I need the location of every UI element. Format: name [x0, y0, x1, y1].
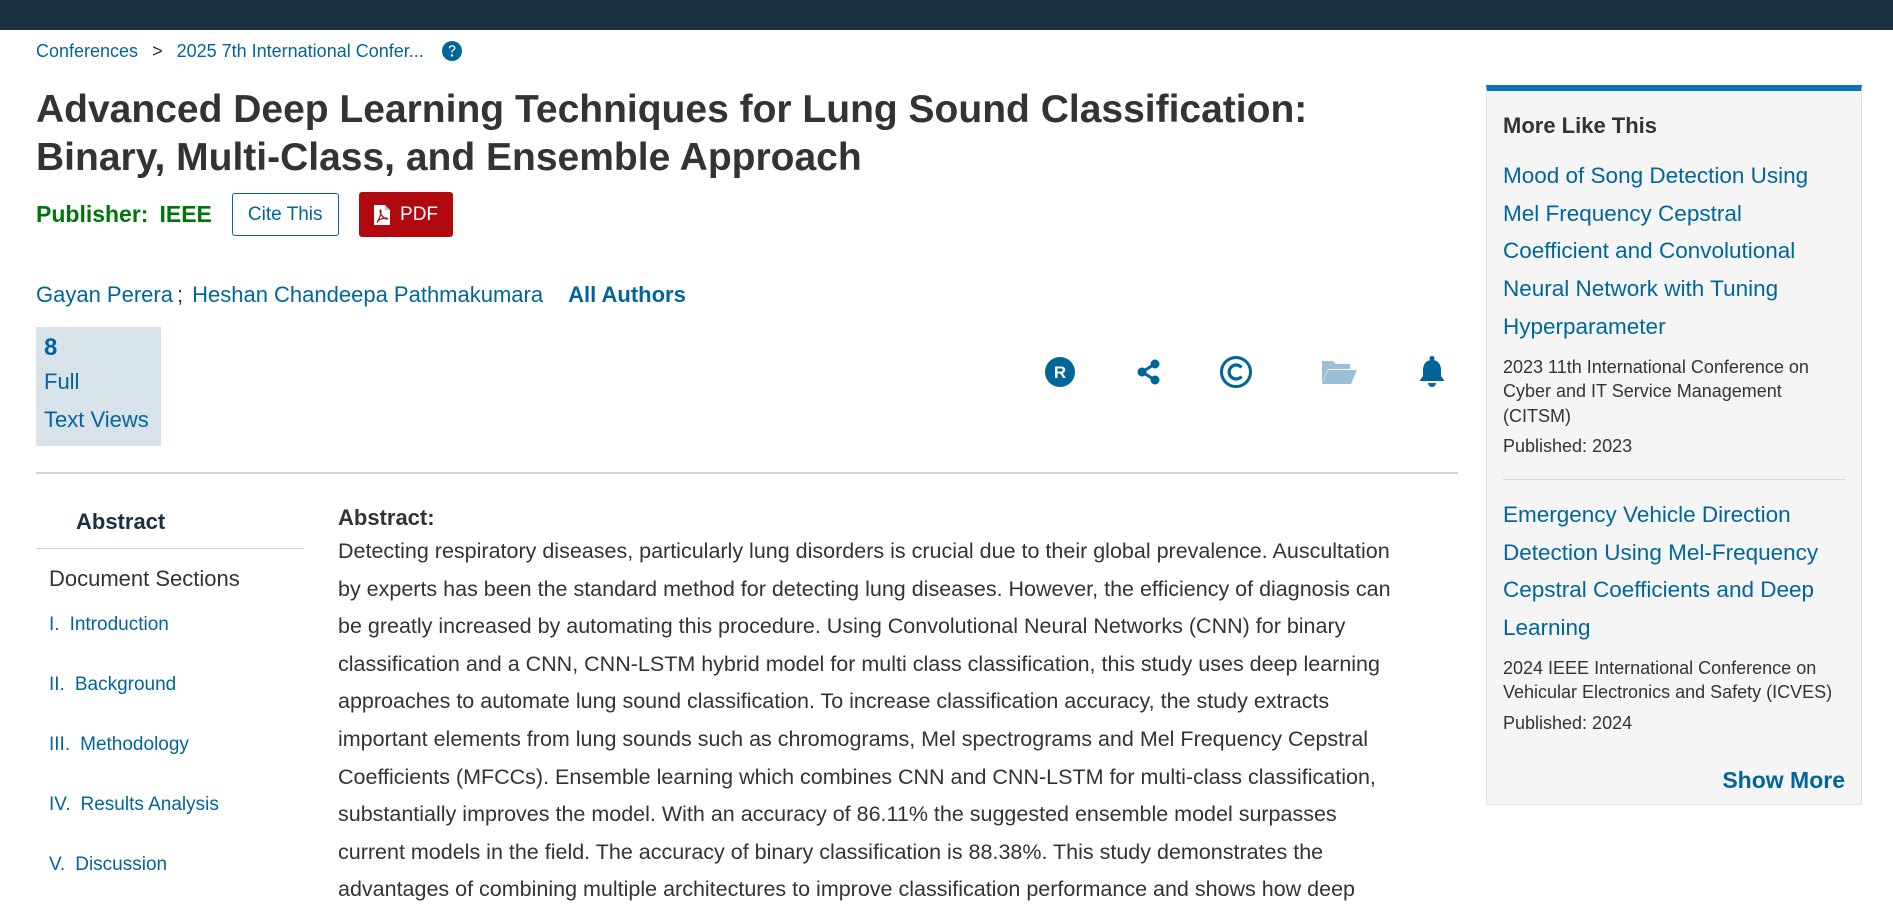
related-article-venue — [1503, 656, 1845, 705]
full-text-views-metric[interactable] — [36, 327, 161, 446]
abstract-line: current models in the field. The accuracy of binary classification is 88.38%. This study demonstrates the — [338, 839, 1324, 864]
views-count: 8 — [44, 334, 58, 361]
svg-text:R: R — [1053, 363, 1067, 382]
venue-line: 2023 11th International Conference on — [1503, 356, 1809, 377]
section-label: Background — [74, 674, 177, 695]
document-actions-toolbar — [1040, 352, 1480, 392]
folder-icon[interactable] — [1319, 352, 1359, 392]
cite-this-button[interactable]: Cite This — [232, 193, 339, 236]
author-separator: ; — [176, 282, 184, 307]
title-line: Detection Using Mel-Frequency — [1503, 539, 1819, 565]
bell-icon[interactable] — [1412, 352, 1452, 392]
breadcrumb-separator: > — [152, 40, 163, 61]
authors-row — [36, 282, 686, 308]
help-icon[interactable] — [441, 40, 463, 62]
venue-line: 2024 IEEE International Conference on — [1503, 657, 1817, 678]
abstract-line: be greatly increased by automating this procedure. Using Convolutional Neural Networks (CNN) for binary — [338, 614, 1346, 639]
author-link[interactable]: Gayan Perera — [36, 282, 173, 307]
views-label-line1: Full — [44, 369, 80, 394]
title-line: Hyperparameter — [1503, 313, 1666, 339]
venue-line: (CITSM) — [1503, 405, 1571, 426]
section-number: I. — [49, 614, 60, 635]
title-line: Learning — [1503, 615, 1591, 641]
abstract-line: important elements from lung sounds such as chromograms, Mel spectrograms and Mel Frequency Cepstral — [338, 726, 1369, 751]
venue-line: Cyber and IT Service Management — [1503, 381, 1782, 402]
abstract-tab[interactable]: Abstract — [36, 496, 304, 549]
pdf-button[interactable] — [359, 192, 453, 237]
show-more-link[interactable]: Show More — [1722, 767, 1845, 793]
breadcrumb-conferences-link[interactable]: Conferences — [36, 40, 139, 61]
abstract-line: advantages of combining multiple architectures to improve classification performance and shows how deep — [338, 877, 1356, 902]
rights-icon[interactable] — [1040, 352, 1080, 392]
abstract-text — [338, 533, 1458, 909]
publisher-label: Publisher: — [36, 201, 149, 227]
related-article-title-link[interactable] — [1503, 157, 1845, 346]
section-number: V. — [49, 854, 66, 875]
section-number: II. — [49, 674, 65, 695]
abstract-section — [338, 503, 1458, 909]
author-link[interactable]: Heshan Chandeepa Pathmakumara — [192, 282, 544, 307]
section-label: Discussion — [75, 854, 168, 875]
related-article — [1503, 139, 1845, 457]
title-line: Neural Network with Tuning — [1503, 276, 1779, 302]
related-article — [1503, 479, 1845, 734]
related-article-published: Published: 2023 — [1503, 436, 1633, 457]
abstract-line: substantially improves the model. With an accuracy of 86.11% the suggested ensemble model surpasses — [338, 802, 1337, 827]
section-number: IV. — [49, 794, 71, 815]
breadcrumb-conference-link[interactable]: 2025 7th International Confer... — [176, 40, 424, 61]
abstract-line: classification and a CNN, CNN-LSTM hybrid model for multi class classification, this study uses deep learning — [338, 651, 1380, 676]
top-navigation-bar — [0, 0, 1893, 30]
document-navigation — [36, 496, 304, 895]
title-line: Mel Frequency Cepstral — [1503, 200, 1742, 226]
pdf-file-icon — [373, 204, 391, 226]
more-like-this-panel — [1486, 85, 1862, 805]
abstract-line: approaches to automate lung sound classification. To increase classification accuracy, the study extracts — [338, 689, 1330, 714]
publisher-row — [36, 192, 453, 237]
section-link-background[interactable] — [36, 655, 304, 715]
abstract-line: Detecting respiratory diseases, particularly lung disorders is crucial due to their global prevalence. Auscultation — [338, 539, 1390, 563]
abstract-line: Coefficients (MFCCs). Ensemble learning which combines CNN and CNN-LSTM for multi-class classification, — [338, 764, 1376, 789]
publisher-name: IEEE — [159, 201, 212, 227]
all-authors-link[interactable]: All Authors — [568, 282, 686, 307]
section-divider — [36, 472, 1458, 474]
section-label: Introduction — [69, 614, 169, 635]
related-article-venue — [1503, 355, 1845, 429]
document-sections-heading: Document Sections — [49, 566, 240, 591]
breadcrumb — [36, 39, 463, 63]
section-link-results-analysis[interactable] — [36, 775, 304, 835]
section-link-discussion[interactable] — [36, 835, 304, 895]
abstract-line: by experts has been the standard method for detecting lung diseases. However, the efficiency of diagnosis can — [338, 576, 1391, 601]
related-article-published: Published: 2024 — [1503, 712, 1633, 733]
copyright-icon[interactable] — [1216, 352, 1256, 392]
pdf-button-label: PDF — [400, 203, 439, 225]
title-line: Coefficient and Convolutional — [1503, 238, 1796, 264]
more-like-this-heading: More Like This — [1503, 113, 1658, 138]
section-link-introduction[interactable] — [36, 595, 304, 655]
related-article-title-link[interactable] — [1503, 496, 1845, 647]
section-number: III. — [49, 734, 71, 755]
section-label: Results Analysis — [80, 794, 219, 815]
section-link-methodology[interactable] — [36, 715, 304, 775]
title-line: Emergency Vehicle Direction — [1503, 502, 1791, 528]
section-label: Methodology — [80, 734, 189, 755]
abstract-heading: Abstract: — [338, 505, 435, 530]
share-icon[interactable] — [1129, 352, 1169, 392]
title-line: Mood of Song Detection Using — [1503, 163, 1809, 188]
views-label-line2: Text Views — [44, 407, 149, 432]
venue-line: Vehicular Electronics and Safety (ICVES) — [1503, 682, 1833, 703]
page-title: Advanced Deep Learning Techniques for Lung Sound Classification: Binary, Multi-Class, and Ensemble Approach — [36, 88, 1308, 179]
title-line: Cepstral Coefficients and Deep — [1503, 577, 1815, 603]
